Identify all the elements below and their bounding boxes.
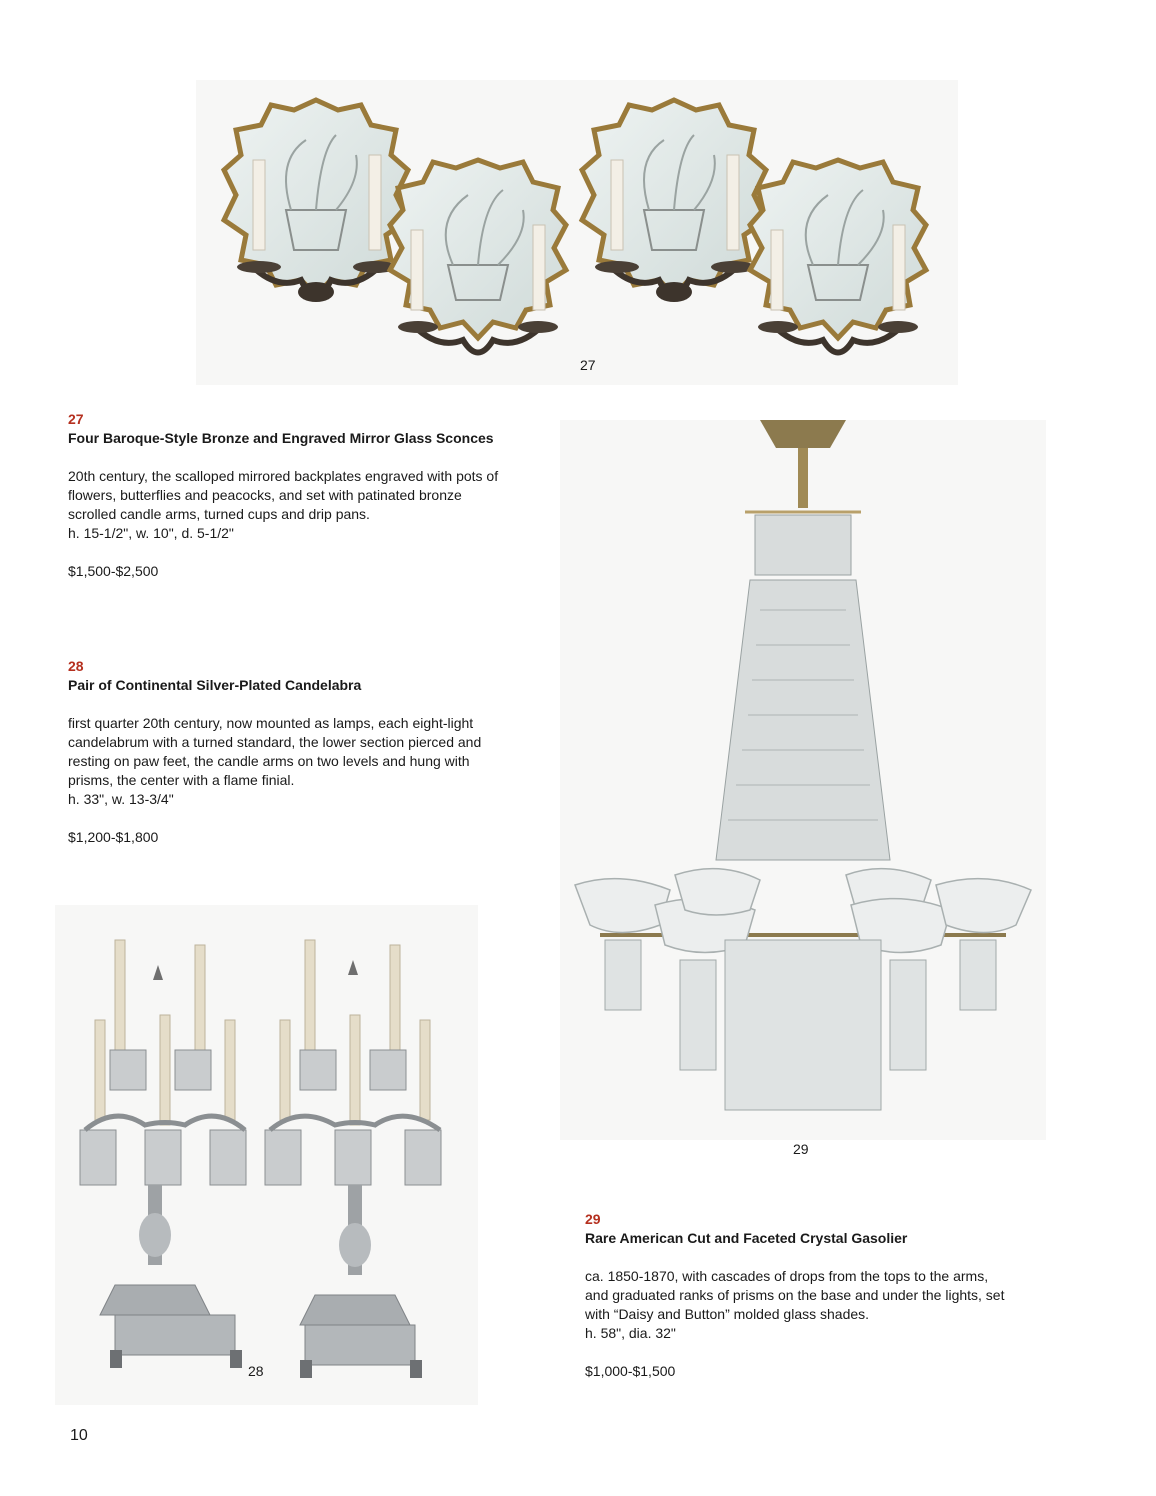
candelabrum-right [265, 940, 441, 1378]
lot-description: ca. 1850-1870, with cascades of drops from the tops to the arms, and graduated ranks of prisms on the base and under the lights, set with “Daisy and Button” molded glass shades. [585, 1268, 1005, 1322]
lot-number: 28 [68, 658, 84, 674]
lot-29 [585, 1210, 1015, 1381]
lot-estimate: $1,000-$1,500 [585, 1363, 676, 1379]
candelabra-photo [55, 905, 478, 1405]
candelabra-figure-label: 28 [248, 1363, 264, 1379]
lot-title: Rare American Cut and Faceted Crystal Gasolier [585, 1230, 908, 1246]
lot-28 [68, 657, 508, 847]
lot-number: 29 [585, 1211, 601, 1227]
gasolier-figure-label: 29 [793, 1141, 809, 1157]
page-number: 10 [70, 1427, 88, 1444]
lot-estimate: $1,500-$2,500 [68, 563, 159, 579]
lot-title: Pair of Continental Silver-Plated Candelabra [68, 677, 362, 693]
lot-dimensions: h. 33", w. 13-3/4" [68, 791, 174, 807]
sconces-figure-label: 27 [580, 357, 596, 373]
sconce-3 [582, 100, 766, 302]
gasolier-photo [560, 420, 1046, 1140]
lot-27 [68, 410, 508, 581]
sconce-4 [750, 160, 926, 353]
lot-title: Four Baroque-Style Bronze and Engraved Mirror Glass Sconces [68, 430, 494, 446]
lot-dimensions: h. 15-1/2", w. 10", d. 5-1/2" [68, 525, 234, 541]
candelabrum-left [80, 940, 246, 1368]
sconce-1 [224, 100, 408, 302]
lot-dimensions: h. 58", dia. 32" [585, 1325, 676, 1341]
lot-estimate: $1,200-$1,800 [68, 829, 159, 845]
sconce-2 [390, 160, 566, 353]
lot-number: 27 [68, 411, 84, 427]
lot-description: 20th century, the scalloped mirrored backplates engraved with pots of flowers, butterflies and peacocks, and set with patinated bronze scrolled candle arms, turned cups and drip pans. [68, 468, 499, 522]
sconces-photo [196, 80, 958, 385]
lot-description: first quarter 20th century, now mounted as lamps, each eight-light candelabrum with a turned standard, the lower section pierced and resting on paw feet, the candle arms on two levels and hung with prisms, the center with a flame finial. [68, 715, 482, 788]
